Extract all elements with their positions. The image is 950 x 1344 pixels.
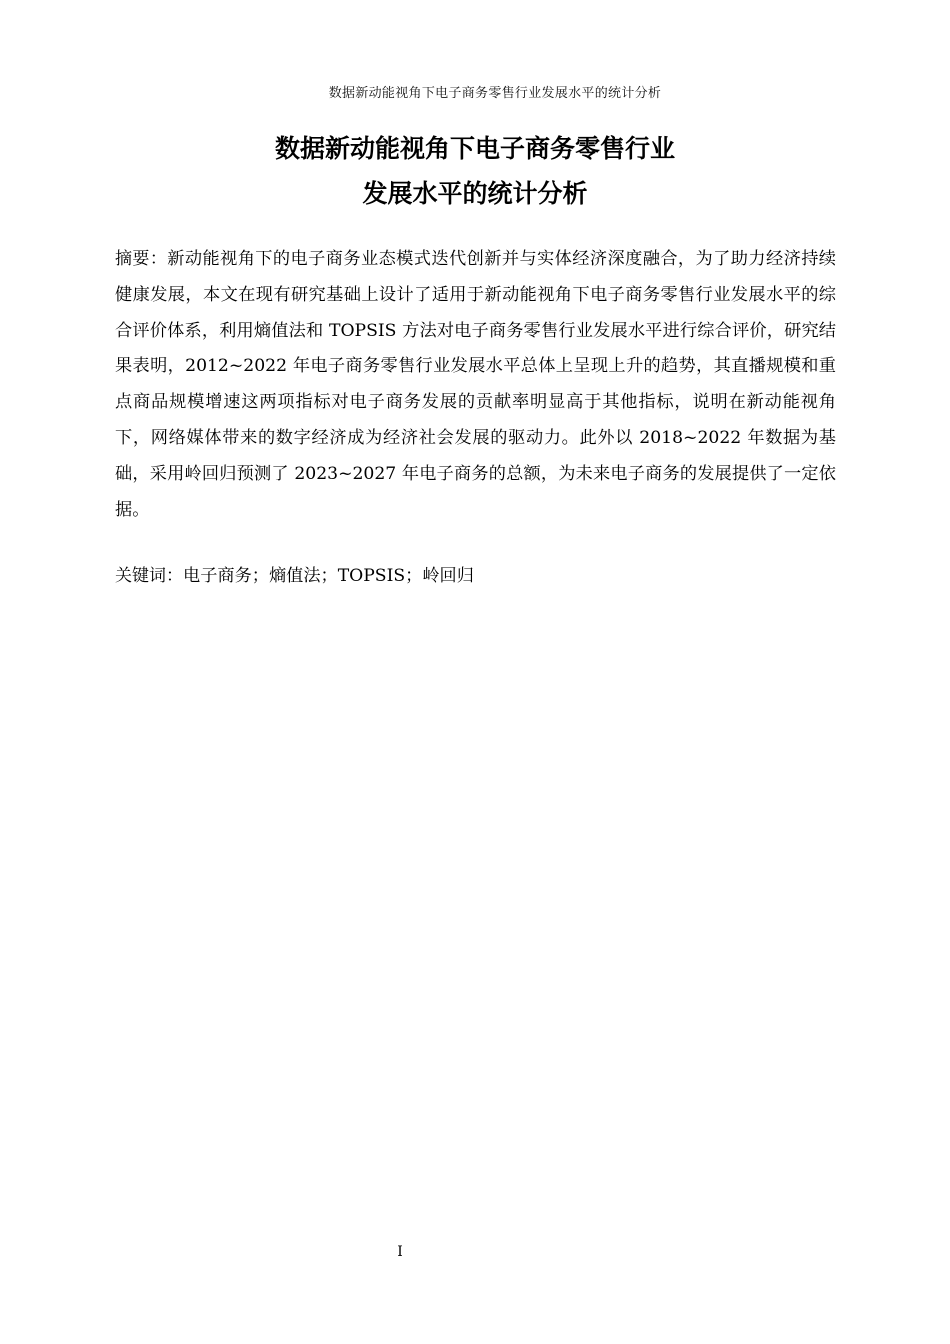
page-number: I [397, 1244, 403, 1260]
running-header: 数据新动能视角下电子商务零售行业发展水平的统计分析 [328, 86, 662, 101]
paper-title [0, 126, 950, 216]
abstract-text: 新动能视角下的电子商务业态模式迭代创新并与实体经济深度融合，为了助力经济持续健康发展，本文在现有研究基础上设计了适用于新动能视角下电子商务零售行业发展水平的综合评价体系，利用熵值法和 TOPSIS 方法对电子商务零售行业发展水平进行综合评价，研究结果表明，2012~2022 年电子商务零售行业发展水平总体上呈现上升的趋势，其直播规模和重点商品规模增速这两项指标对电子商务发展的贡献率明显高于其他指标，说明在新动能视角下，网络媒体带来的数字经济成为经济社会发展的驱动力。此外以 2018~2022 年数据为基础，采用岭回归预测了 2023~2027 年电子商务的总额，为未来电子商务的发展提供了一定依据。 [115, 249, 836, 520]
paper-title-line-2: 发展水平的统计分析 [362, 179, 588, 208]
keywords-paragraph [115, 560, 836, 592]
abstract-label: 摘要： [115, 249, 168, 269]
abstract-paragraph [115, 242, 836, 528]
paper-title-line-1: 数据新动能视角下电子商务零售行业 [274, 134, 675, 163]
keywords-label: 关键词： [115, 566, 183, 586]
keywords-text: 电子商务；熵值法；TOPSIS；岭回归 [183, 566, 474, 586]
